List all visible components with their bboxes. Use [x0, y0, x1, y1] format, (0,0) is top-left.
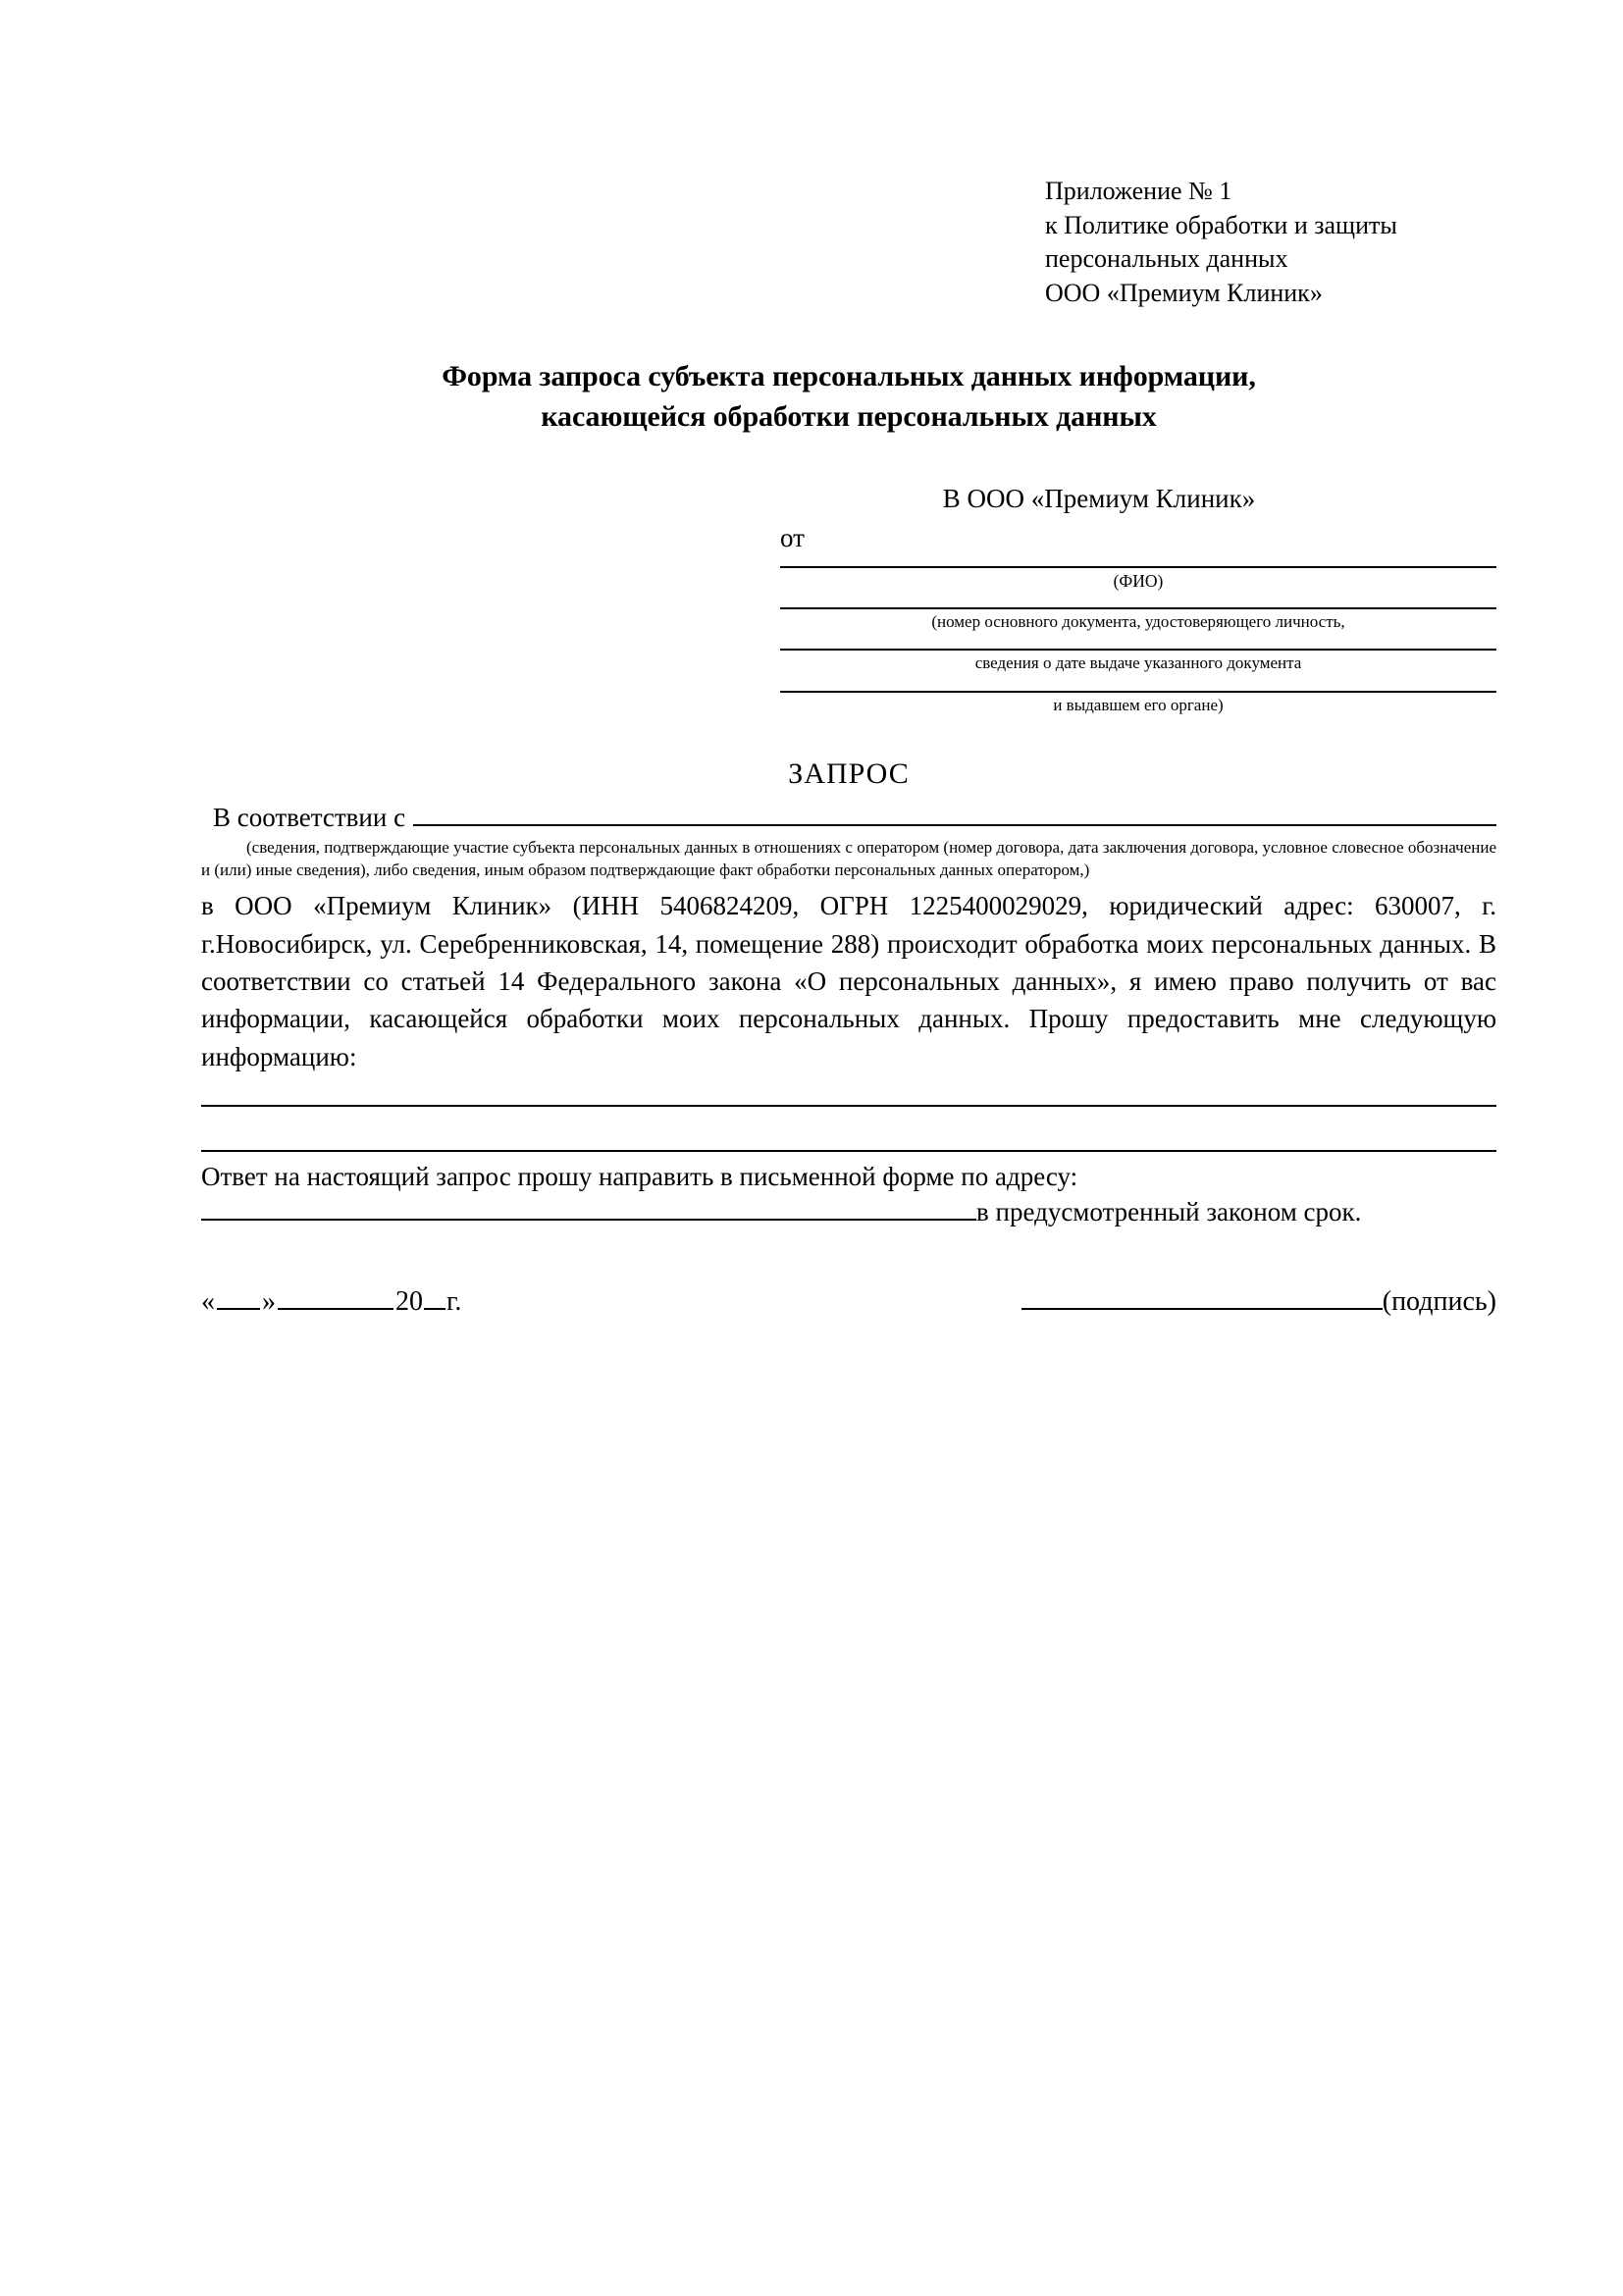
fineprint-line-1: (сведения, подтверждающие участие субъекта персональных данных в отношениях с оператором (номер договора, дата [246, 837, 1099, 857]
accordance-row [201, 803, 1496, 833]
fineprint-line-2: заключения договора, условное словесное обозначение и (или) иные сведения), либо сведения, иным образом подтверждающие факт [201, 837, 1496, 879]
date-year-suffix: г. [446, 1286, 462, 1318]
signature-input-line[interactable] [1021, 1288, 1383, 1310]
accordance-input-line[interactable] [413, 803, 1496, 826]
request-body-text: в ООО «Премиум Клиник» (ИНН 5406824209, ОГРН 1225400029029, юридический адрес: 630007, г. г.Новосибирск, ул. Серебренниковская, 14, помещение 288) происходит обработка моих персональных данных. В соответствии со статьей 14 Федерального закона «О персональных данных», я имею право получить от вас информации, касающейся обработки моих персональных данных. Прошу предоставить мне следующую информацию: [201, 891, 1496, 1071]
addressee-from-label: от [780, 522, 805, 552]
blank-row-document-number [780, 607, 1496, 633]
date-quote-open: « [201, 1286, 215, 1318]
signature-caption: (подпись) [1382, 1286, 1496, 1318]
signature-row [201, 1286, 1496, 1318]
blank-caption-fio: (ФИО) [1113, 570, 1164, 591]
answer-address-row [201, 1197, 1496, 1227]
accordance-label: В соответствии с [213, 802, 406, 832]
date-year-input[interactable] [424, 1288, 445, 1310]
addressee-organization: В ООО «Премиум Клиник» [942, 484, 1256, 514]
blank-row-issue-date [780, 649, 1496, 674]
date-month-input[interactable] [278, 1288, 393, 1310]
appendix-policy-line-1: к Политике обработки и защиты [1045, 210, 1397, 239]
addressee-block [780, 482, 1496, 715]
answer-address-input-line[interactable] [201, 1197, 976, 1221]
answer-blank-lines [201, 1105, 1496, 1152]
date-field [201, 1286, 461, 1318]
appendix-policy-line-2: персональных данных [1045, 244, 1288, 274]
page-title-line-2: касающейся обработки персональных данных [541, 399, 1157, 433]
page-title-line-1: Форма запроса субъекта персональных данных информации, [442, 360, 1256, 393]
blank-row-fio [780, 566, 1496, 593]
fineprint-block [201, 837, 1496, 882]
document-content [201, 0, 1496, 1318]
blank-caption-issue-date: сведения о дате выдаче указанного документа [974, 653, 1302, 673]
appendix-header [1045, 175, 1496, 310]
request-heading: ЗАПРОС [788, 757, 910, 790]
date-quote-close: » [262, 1286, 276, 1318]
answer-blank-line-2[interactable] [201, 1150, 1496, 1152]
addressee-blanks [780, 566, 1496, 716]
answer-term-text: в предусмотренный законом срок. [976, 1197, 1362, 1227]
date-year-prefix: 20 [395, 1286, 423, 1318]
blank-caption-issuing-authority: и выдавшем его органе) [1053, 695, 1224, 714]
signature-field [1021, 1286, 1496, 1318]
blank-caption-document-number: (номер основного документа, удостоверяющего личность, [931, 612, 1345, 632]
appendix-organization: ООО «Премиум Клиник» [1045, 278, 1323, 307]
fineprint-line-3: обработки персональных данных оператором,) [757, 860, 1090, 879]
appendix-number: Приложение № 1 [1045, 177, 1232, 205]
date-day-input[interactable] [217, 1288, 260, 1310]
answer-delivery-text: Ответ на настоящий запрос прошу направить в письменной форме по адресу: [201, 1162, 1078, 1192]
blank-row-issuing-authority [780, 691, 1496, 716]
answer-blank-spacer [201, 1107, 1496, 1150]
page-title [201, 357, 1496, 437]
